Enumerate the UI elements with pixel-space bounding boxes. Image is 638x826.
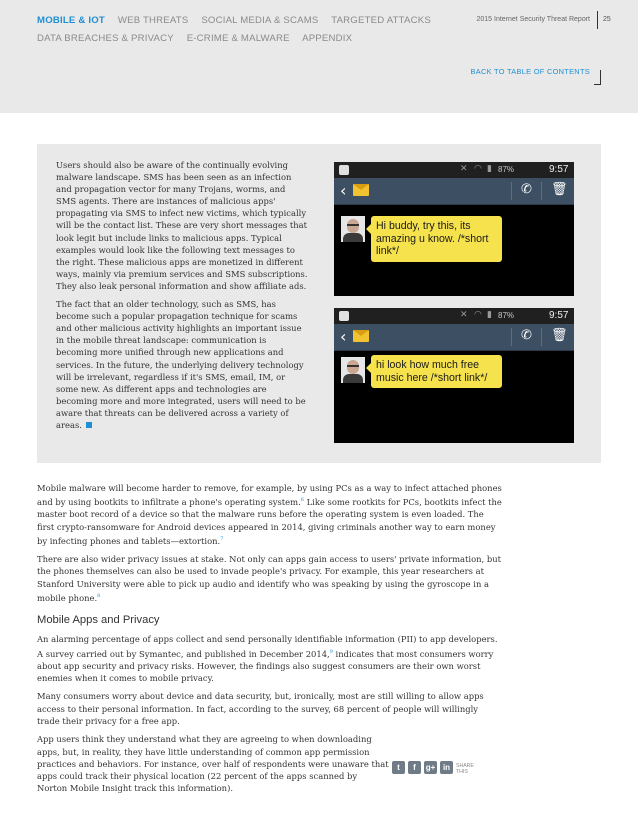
page-number: 25 (603, 16, 611, 23)
sidebar-text (56, 159, 308, 437)
phone-call-icon[interactable]: ✆ (521, 182, 532, 197)
body-text: Like some rootkits for PCs, bootkits infect the master boot record of a device so that the malware runs before the operating system is even loaded. The first crypto-ransomware for Android devices appeared in 2014, giving criminals another way to earn money by infecting phones and tablets—extortion. (37, 497, 502, 546)
message-area (334, 351, 574, 443)
back-to-contents-link[interactable]: BACK TO TABLE OF CONTENTS (470, 67, 590, 76)
status-bar (334, 308, 574, 324)
nav-item-social-media-scams[interactable]: SOCIAL MEDIA & SCAMS (201, 15, 319, 26)
trash-icon[interactable]: 🗑 (551, 182, 568, 197)
envelope-icon (353, 184, 369, 196)
sidebar-paragraph-2-text: The fact that an older technology, such as SMS, has become such a popular propagation technique for scams and other malicious activity highlights an important issue in the mobile threat landscape: communication is becoming more unified through new applications and services. In the future, the underlying delivery technology will be irrelevant, regardless if it's SMS, email, IM, or some new. As different apps and technologies are becoming more and more integrated, users will need to be aware that threats can be delivered across a variety of areas. (56, 299, 306, 430)
footnote-ref[interactable]: 6 (300, 497, 304, 504)
clock: 9:57 (549, 310, 569, 321)
divider (541, 328, 542, 346)
divider (511, 328, 512, 346)
trash-icon[interactable]: 🗑 (551, 328, 568, 343)
nav-row-2 (37, 33, 362, 44)
divider (511, 182, 512, 200)
wifi-icon: ◠ (474, 164, 482, 174)
linkedin-icon[interactable]: in (440, 761, 453, 774)
nav-row-1 (37, 15, 441, 26)
nav-item-web-threats[interactable]: WEB THREATS (117, 15, 189, 26)
footnote-ref[interactable]: 8 (97, 592, 101, 599)
section-heading: Mobile Apps and Privacy (37, 614, 160, 627)
divider (541, 182, 542, 200)
report-title: 2015 Internet Security Threat Report (476, 16, 590, 23)
nav-item-data-breaches-privacy[interactable]: DATA BREACHES & PRIVACY (37, 33, 174, 44)
twitter-icon[interactable]: t (392, 761, 405, 774)
article-body (37, 482, 503, 801)
battery-level: 87% (498, 165, 515, 174)
google-plus-icon[interactable]: g+ (425, 763, 436, 772)
body-text: Mobile malware will become harder to remove, for example, by using PCs as a way to infect attached phones and by using bootkits to infiltrate a phone's operating system. (37, 483, 502, 508)
body-text: There are also wider privacy issues at stake. Not only can apps gain access to users' private information, but the phones themselves can also be used to invade people's privacy. For example, this year researchers at Stanford University were able to pick up audio and identify who was speaking by using the gyroscope in a mobile phone. (37, 554, 501, 603)
sms-malware-sidebar (37, 144, 601, 463)
body-paragraph-3 (37, 633, 503, 684)
sms-screenshot-1 (334, 162, 574, 296)
back-arrow-icon[interactable]: ‹ (340, 327, 347, 346)
clock: 9:57 (549, 164, 569, 175)
end-mark-icon (86, 422, 92, 428)
wifi-icon: ◠ (474, 310, 482, 320)
sms-bubble: hi look how much free music here /*short link*/ (371, 355, 502, 388)
sms-bubble: Hi buddy, try this, its amazing u know. /*short link*/ (371, 216, 502, 262)
action-bar (334, 178, 574, 205)
facebook-icon[interactable]: f (408, 761, 421, 774)
mute-icon: ✕ (460, 310, 468, 320)
page-number-divider (597, 11, 598, 29)
body-text: An alarming percentage of apps collect and send personally identifiable information (PII) to app developers. A survey carried out by Symantec, and published in December 2014, (37, 634, 498, 659)
page-header (0, 0, 638, 113)
sms-screenshot-2 (334, 308, 574, 443)
signal-icon: ▮ (487, 310, 492, 320)
body-paragraph-5: App users think they understand what they are agreeing to when downloading apps, but, in reality, they have little understanding of common app permission practices and behaviors. For instance, over half of respondents were unaware that apps could track their physical location (22 percent of the apps scanned by Norton Mobile Insight track this information). (37, 734, 389, 794)
mute-icon: ✕ (460, 164, 468, 174)
nav-item-targeted-attacks[interactable]: TARGETED ATTACKS (331, 15, 431, 26)
signal-icon: ▮ (487, 164, 492, 174)
nav-item-ecrime-malware[interactable]: E-CRIME & MALWARE (186, 33, 290, 44)
envelope-icon (353, 330, 369, 342)
message-area (334, 205, 574, 296)
avatar (341, 216, 365, 242)
bracket-decoration (594, 70, 601, 85)
sidebar-paragraph-1: Users should also be aware of the continually evolving malware landscape. SMS has been seen as an infection and propagation vector for many Trojans, worms, and SMS agents. There are instances of malicious apps' propagating via SMS to infect new victims, which typically will be the contact list. These are very short messages that look legit but include links to malicious apps. Typical examples would look like the following text messages to the right. These malicious apps are monetized in different ways, mainly via premium services and SMS subscriptions. They also leak personal information and show affiliate ads. (56, 160, 308, 291)
body-paragraph-1 (37, 482, 503, 547)
phone-call-icon[interactable]: ✆ (521, 328, 532, 343)
body-text: indicates that most consumers worry about app security and privacy risks. However, the findings also suggest consumers are their own worst enemies when it comes to mobile privacy. (37, 648, 494, 684)
back-arrow-icon[interactable]: ‹ (340, 181, 347, 200)
share-label: SHARE THIS (456, 763, 474, 775)
action-bar (334, 324, 574, 351)
battery-level: 87% (498, 311, 515, 320)
nav-item-appendix[interactable]: APPENDIX (302, 33, 353, 44)
notification-icon (339, 165, 349, 175)
nav-item-mobile-iot[interactable]: MOBILE & IOT (37, 15, 105, 26)
avatar (341, 357, 365, 383)
status-bar (334, 162, 574, 178)
footnote-ref[interactable]: 7 (220, 535, 224, 542)
body-paragraph-2 (37, 553, 503, 604)
notification-icon (339, 311, 349, 321)
footnote-ref[interactable]: 9 (329, 648, 333, 655)
body-paragraph-4: Many consumers worry about device and data security, but, ironically, most are still willing to allow apps access to their personal information. In fact, according to the survey, 68 percent of people will willingly trade their privacy for a free app. (37, 691, 484, 726)
sidebar-paragraph-2 (56, 298, 308, 431)
